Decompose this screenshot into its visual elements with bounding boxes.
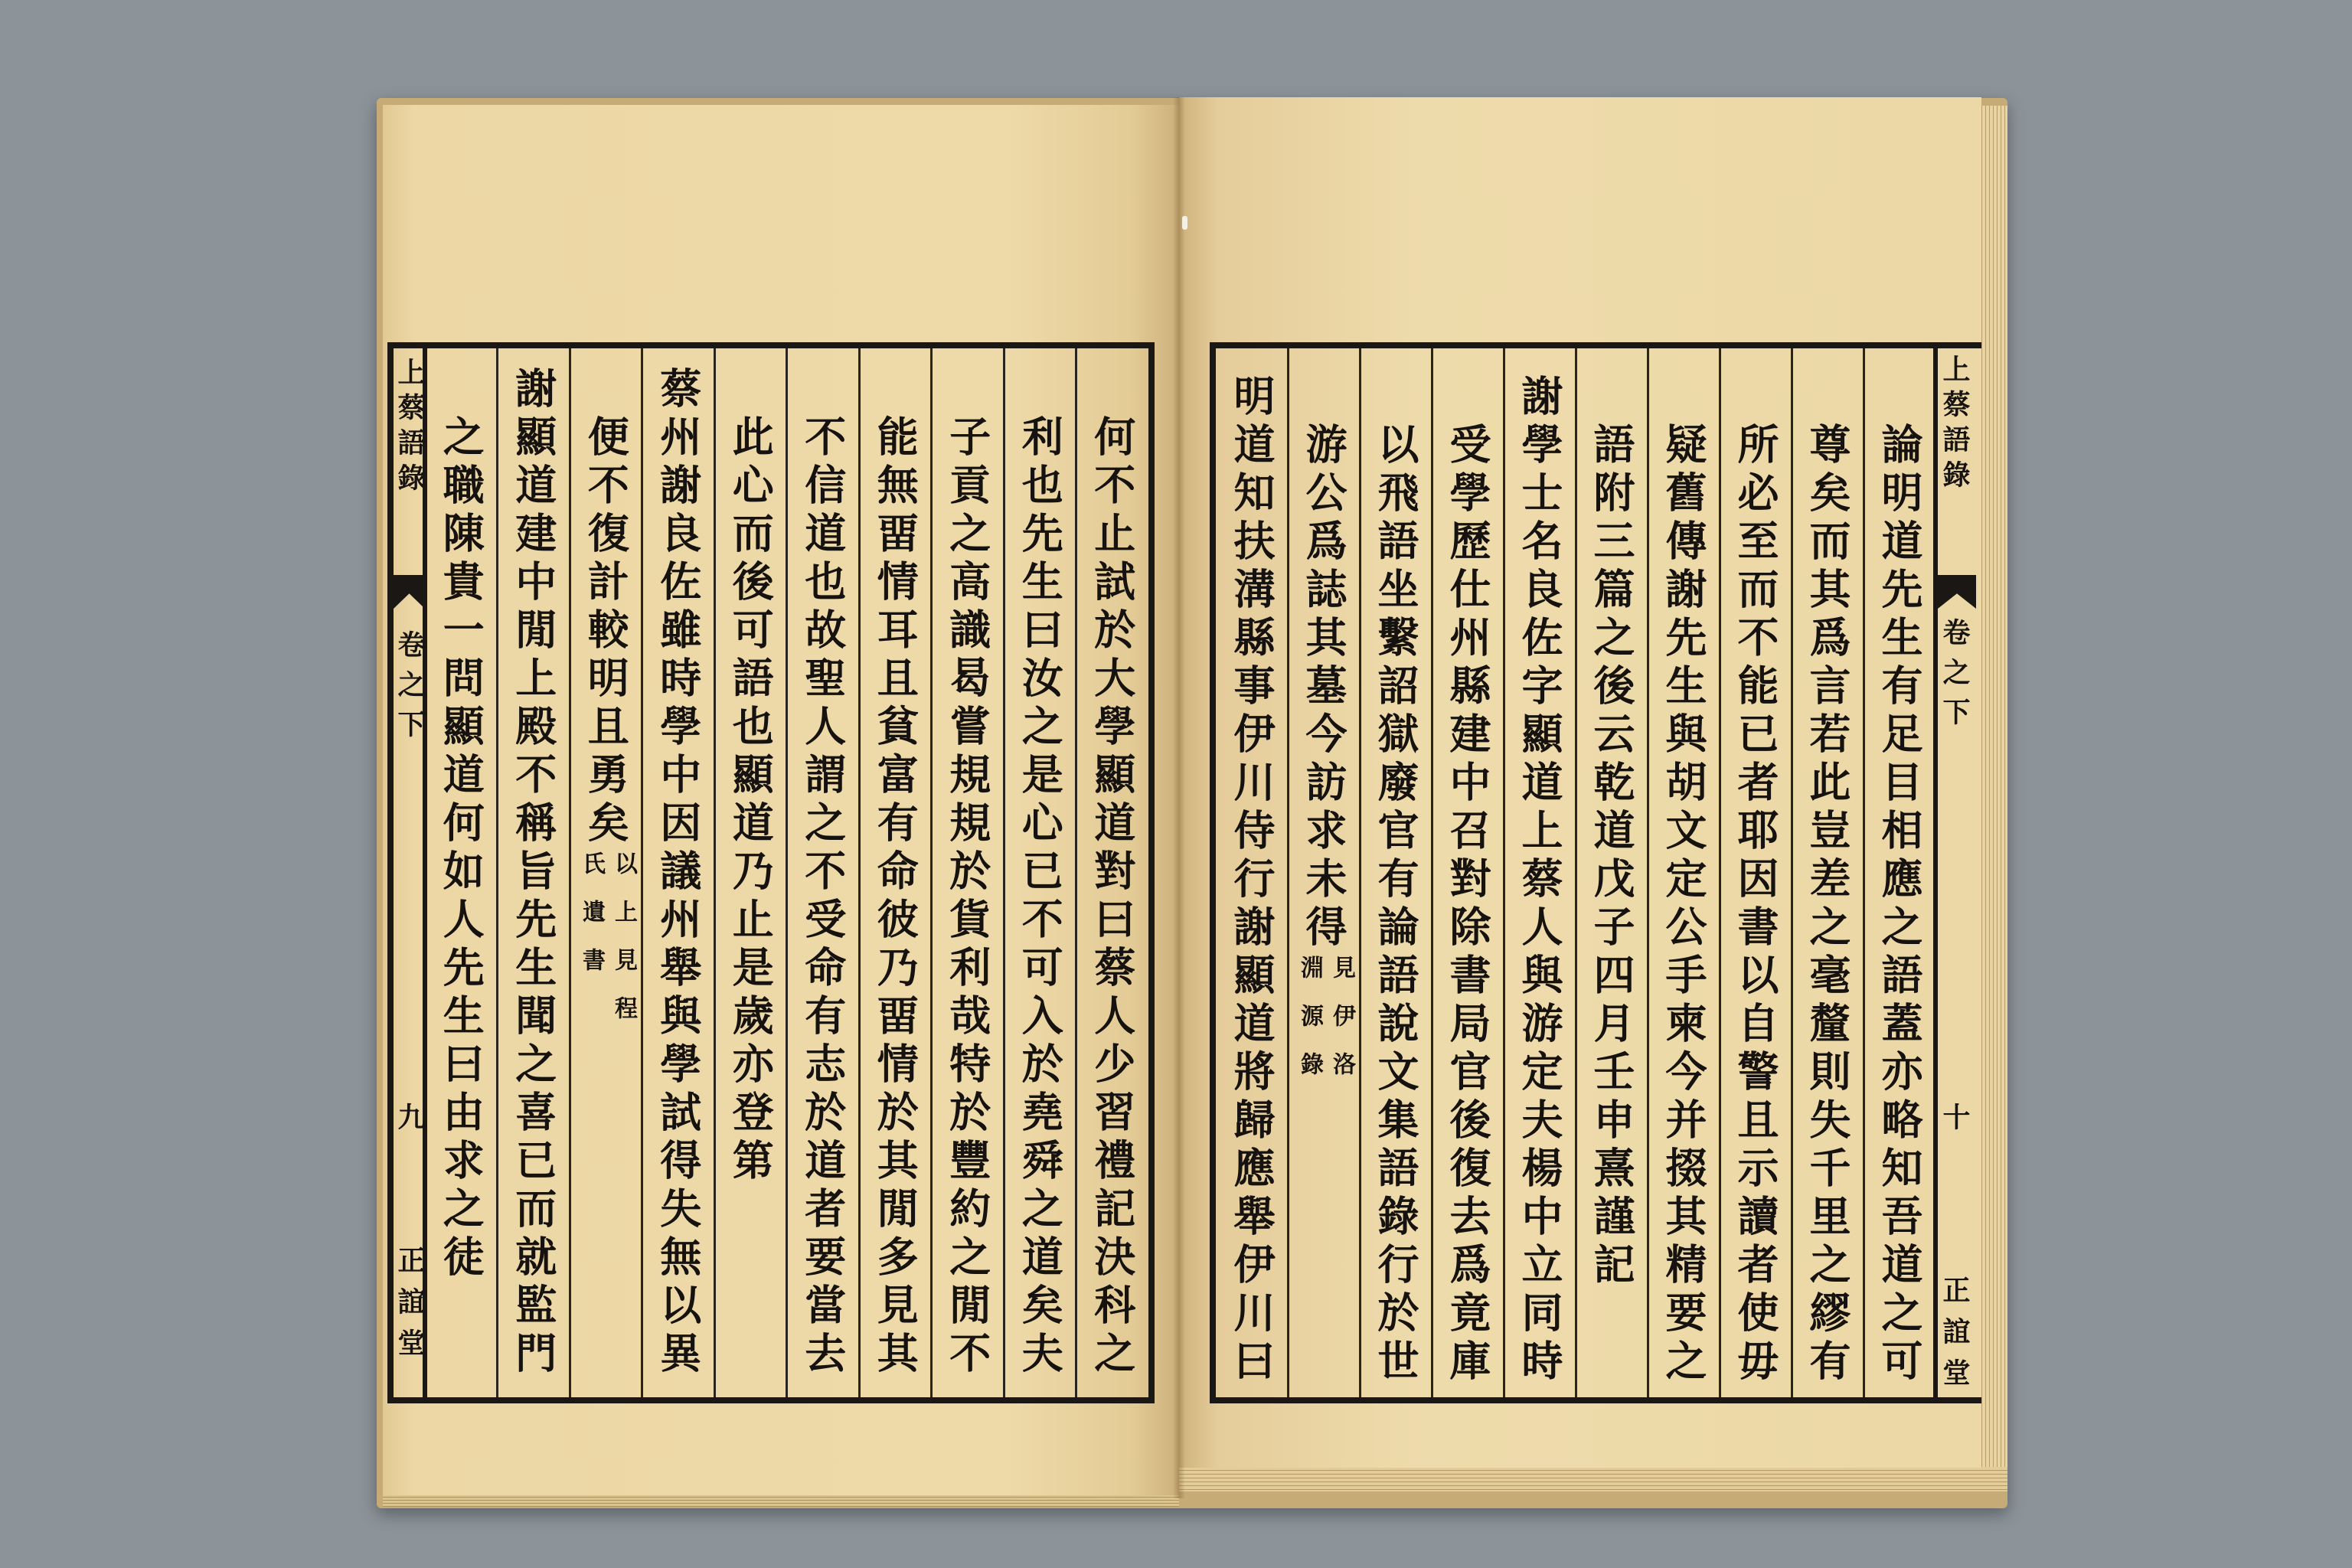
margin-strip-volume: 卷之下 (394, 630, 426, 750)
text-column-4: 能無畱情耳且貧富有命彼乃畱情於其閒多見其 (871, 415, 920, 1380)
text-column-5: 不信道也故聖人謂之不受命有志於道者要當去 (798, 415, 848, 1380)
text-column-1: 何不止試於大學顯道對曰蔡人少習禮記決科之 (1087, 415, 1137, 1380)
text-column-10: 明道知扶溝縣事伊川侍行謝顯道將歸應舉伊川曰 (1227, 374, 1276, 1387)
text-column-8: 便不復計較明且勇矣 (581, 415, 631, 849)
page-stack-bottom (1179, 1467, 2007, 1491)
text-column-3: 子貢之高識曷嘗規規於貨利哉特於豐約之閒不 (942, 415, 992, 1380)
text-column-2: 尊矣而其爲言若此豈差之毫釐則失千里之繆有 (1803, 423, 1852, 1387)
text-column-2: 利也先生曰汝之是心已不可入於堯舜之道矣夫 (1015, 415, 1065, 1380)
binding-thread (1182, 216, 1187, 230)
annotation-line: 見伊洛 (1328, 956, 1355, 1100)
margin-strip-publisher: 正誼堂 (1939, 1276, 1971, 1400)
text-column-7: 蔡州謝良佐雖時學中因議州舉與學試得失無以異 (653, 367, 703, 1380)
margin-strip-publisher: 正誼堂 (394, 1246, 426, 1370)
page-stack-bottom-left (383, 1494, 1179, 1507)
annotation-line: 以上見程 (610, 851, 637, 1044)
margin-strip-folio: 九 (394, 1102, 426, 1130)
text-column-8: 以飛語坐繫詔獄廢官有論語說文集語錄行於世 (1371, 423, 1420, 1387)
text-column-10: 之職陳貴一問顯道何如人先生曰由求之徒 (436, 415, 486, 1283)
text-column-5: 語附三篇之後云乾道戊子四月壬申熹謹記 (1587, 423, 1636, 1291)
text-column-1: 論明道先生有足目相應之語蓋亦略知吾道之可 (1875, 423, 1924, 1387)
book-spine-crease (1173, 97, 1185, 1498)
text-column-6: 謝學士名良佐字顯道上蔡人與游定夫楊中立同時 (1515, 374, 1564, 1387)
text-column-4: 疑舊傳謝先生與胡文定公手柬今并掇其精要之 (1659, 423, 1708, 1387)
margin-strip-volume: 卷之下 (1939, 618, 1971, 737)
margin-strip-title: 上蔡語錄 (394, 358, 426, 498)
page-stack-edge (1978, 106, 2007, 1484)
text-column-6: 此心而後可語也顯道乃止是歲亦登第 (726, 415, 776, 1187)
margin-strip-folio: 十 (1939, 1102, 1971, 1130)
margin-strip-title: 上蔡語錄 (1939, 354, 1971, 495)
text-column-9: 謝顯道建中閒上殿不稱旨先生聞之喜已而就監門 (508, 367, 558, 1380)
text-column-9: 游公爲誌其墓今訪求未得 (1299, 423, 1348, 953)
text-column-7: 受學歷仕州縣建中召對除書局官後復去爲竟庫 (1443, 423, 1492, 1387)
annotation-line: 氏遺書 (578, 851, 605, 996)
text-column-3: 所必至而不能已者耶因書以自警且示讀者使毋 (1731, 423, 1780, 1387)
left-page (383, 105, 1179, 1495)
right-page (1179, 97, 1981, 1468)
annotation-line: 淵源錄 (1296, 956, 1323, 1100)
